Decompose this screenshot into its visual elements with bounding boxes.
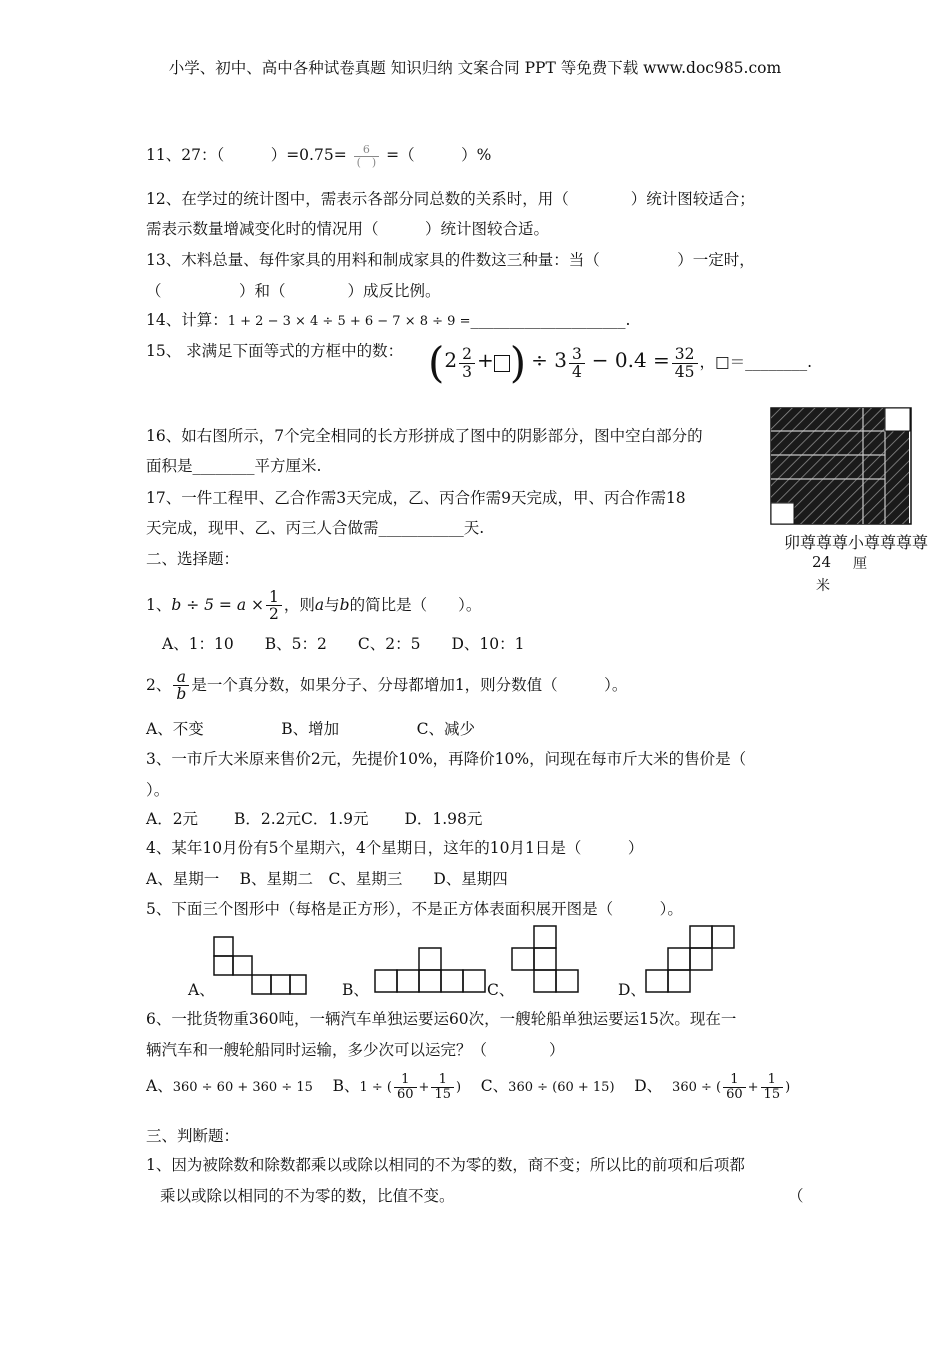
q6b-n2: 1 bbox=[431, 1073, 454, 1088]
q6d-plus: + bbox=[747, 1080, 759, 1096]
question-15-equation bbox=[428, 338, 813, 387]
question-17-line1: 17、一件工程甲、乙合作需3天完成，乙、丙合作需9天完成，甲、丙合作需18 bbox=[146, 489, 686, 507]
q15-op1: ÷ 3 bbox=[531, 348, 567, 372]
q15-n2: 3 bbox=[569, 346, 585, 363]
choice-q4: 4、某年10月份有5个星期六，4个星期日，这年的10月1日是（ ） bbox=[146, 839, 644, 857]
section-choice-heading: 二、选择题： bbox=[146, 550, 240, 568]
q15-n3: 32 bbox=[672, 346, 698, 363]
page-header: 小学、初中、高中各种试卷真题 知识归纳 文案合同 PPT 等免费下载 www.doc985.com bbox=[168, 59, 782, 77]
q6d-post: ) bbox=[785, 1080, 791, 1096]
q6d-n1: 1 bbox=[723, 1073, 746, 1088]
blank-square-bottom-left bbox=[771, 503, 794, 524]
cq1-var-a: a bbox=[314, 595, 325, 614]
question-11 bbox=[146, 144, 491, 168]
choice-q5: 5、下面三个图形中（每格是正方形），不是正方体表面积展开图是（ ）。 bbox=[146, 900, 683, 918]
q14-blank: ____________________. bbox=[470, 311, 631, 329]
question-17-line2: 天完成，现甲、乙、丙三人合做需___________天. bbox=[146, 519, 485, 537]
question-15-label: 15、 求满足下面等式的方框中的数： bbox=[146, 342, 404, 360]
q11-den: ( ) bbox=[356, 155, 377, 169]
q6-opt-d-label: D、 bbox=[634, 1077, 663, 1096]
q15-left-paren: ( bbox=[428, 338, 445, 387]
q15-answer-box bbox=[494, 355, 510, 372]
cq2-text: 是一个真分数，如果分子、分母都增加1，则分数值（ ）。 bbox=[191, 675, 628, 694]
q6b-d1: 60 bbox=[397, 1086, 414, 1102]
figure-label-mi: 米 bbox=[816, 578, 830, 594]
judge-q1-paren: （ bbox=[788, 1187, 804, 1205]
cq1-lhs: b ÷ 5 = a × bbox=[171, 595, 264, 614]
q15-n1: 2 bbox=[459, 346, 475, 363]
q15-plus: + bbox=[477, 348, 494, 372]
question-13-line2: （ ）和（ ）成反比例。 bbox=[146, 282, 441, 300]
choice-q6-line2: 辆汽车和一艘轮船同时运输，多少次可以运完？（ ） bbox=[146, 1041, 565, 1059]
cq2-n: a bbox=[173, 669, 189, 686]
shaded-region-bottom bbox=[794, 503, 909, 524]
q11-fraction bbox=[354, 144, 380, 168]
net-a bbox=[212, 935, 308, 995]
choice-q3-line1: 3、一市斤大米原来售价2元，先提价10%，再降价10%，问现在每市斤大米的售价是（ bbox=[146, 750, 747, 768]
choice-q4-options: A、星期一 B、星期二 C、星期三 D、星期四 bbox=[146, 870, 508, 888]
cq1-d: 2 bbox=[269, 605, 279, 624]
q6b-post: ) bbox=[456, 1080, 462, 1096]
q14-expression: 1 + 2 − 3 × 4 ÷ 5 + 6 − 7 × 8 ÷ 9 = bbox=[227, 314, 471, 329]
choice-q1 bbox=[146, 589, 481, 623]
q15-frac3 bbox=[672, 346, 698, 380]
q6-opt-d-pre: 360 ÷ ( bbox=[672, 1080, 722, 1096]
q11-text-b: =（ ）% bbox=[386, 146, 492, 165]
choice-q2 bbox=[146, 669, 627, 703]
judge-q1-line1: 1、因为被除数和除数都乘以或除以相同的不为零的数，商不变；所以比的前项和后项都 bbox=[146, 1156, 745, 1174]
figure-label-cm: 厘 bbox=[853, 556, 867, 572]
q6b-n1: 1 bbox=[394, 1073, 417, 1088]
question-12-line1: 12、在学过的统计图中，需表示各部分同总数的关系时，用（ ）统计图较适合； bbox=[146, 190, 755, 208]
q11-num: 6 bbox=[354, 144, 380, 157]
cq2-label: 2、 bbox=[146, 675, 172, 694]
question-14 bbox=[146, 310, 630, 332]
q15-frac2 bbox=[569, 346, 585, 380]
q6-opt-a-expr: 360 ÷ 60 + 360 ÷ 15 bbox=[172, 1080, 313, 1096]
q6d-d2: 15 bbox=[763, 1086, 781, 1102]
choice-q3-options: A．2元 B．2.2元C．1.9元 D．1.98元 bbox=[146, 810, 483, 828]
choice-q2-options: A、不变 B、增加 C、减少 bbox=[146, 720, 475, 738]
choice-q1-options: A、1：10 B、5：2 C、2：5 D、10：1 bbox=[162, 635, 525, 653]
q15-right-paren: ) bbox=[509, 338, 527, 387]
figure-label-24: 24 bbox=[812, 553, 832, 571]
q15-d1: 3 bbox=[462, 362, 472, 381]
cq2-frac bbox=[173, 669, 189, 703]
q6-opt-a-label: A、 bbox=[146, 1077, 173, 1096]
rectangles-figure bbox=[770, 407, 912, 525]
question-16-line1: 16、如右图所示，7个完全相同的长方形拼成了图中的阴影部分，图中空白部分的 bbox=[146, 427, 703, 445]
q6-opt-d-frac1 bbox=[723, 1073, 746, 1101]
figure-caption: 卯尊尊尊小尊尊尊尊 bbox=[784, 533, 929, 552]
q6d-n2: 1 bbox=[761, 1073, 784, 1088]
cq1-frac bbox=[266, 589, 282, 623]
q6-opt-b-frac2 bbox=[431, 1073, 454, 1101]
question-16-line2: 面积是________平方厘米. bbox=[146, 457, 322, 475]
q6-opt-b-frac1 bbox=[394, 1073, 417, 1101]
q15-d3: 45 bbox=[674, 362, 695, 381]
q6-opt-c-label: C、 bbox=[480, 1077, 509, 1096]
question-13-line1: 13、木料总量、每件家具的用料和制成家具的件数这三种量：当（ ）一定时， bbox=[146, 251, 755, 269]
q15-d2: 4 bbox=[571, 362, 582, 381]
q15-whole1: 2 bbox=[444, 348, 458, 372]
q14-label: 14、计算： bbox=[146, 311, 228, 329]
cq1-var-b: b bbox=[339, 595, 350, 614]
shaded-region-right bbox=[885, 431, 909, 503]
q6-opt-d-frac2 bbox=[761, 1073, 784, 1101]
cq1-n: 1 bbox=[266, 589, 282, 606]
net-label-c: C、 bbox=[487, 981, 515, 999]
q6-opt-b-pre: 1 ÷ ( bbox=[359, 1080, 392, 1096]
question-12-line2: 需表示数量增减变化时的情况用（ ）统计图较合适。 bbox=[146, 220, 550, 238]
choice-q3-line2: ）。 bbox=[146, 781, 170, 799]
section-judge-heading: 三、判断题： bbox=[146, 1127, 240, 1145]
q15-tail: ，□＝________. bbox=[699, 353, 813, 371]
q6b-d2: 15 bbox=[434, 1086, 451, 1102]
q6d-d1: 60 bbox=[726, 1086, 743, 1102]
q6-opt-b-label: B、 bbox=[332, 1077, 360, 1096]
net-d bbox=[644, 924, 738, 996]
choice-q6-options bbox=[146, 1073, 790, 1101]
judge-q1-line2: 乘以或除以相同的不为零的数，比值不变。 bbox=[160, 1187, 455, 1205]
q11-text-a: 11、27：（ ）=0.75= bbox=[146, 146, 347, 165]
cq1-tail-c: 的简比是（ ）。 bbox=[349, 595, 482, 614]
cq1-tail-b: 与 bbox=[324, 595, 340, 614]
net-label-b: B、 bbox=[342, 981, 369, 999]
cq1-label: 1、 bbox=[146, 595, 172, 614]
choice-q6-line1: 6、一批货物重360吨，一辆汽车单独运要运60次，一艘轮船单独运要运15次。现在一 bbox=[146, 1010, 737, 1028]
q6b-plus: + bbox=[418, 1080, 430, 1096]
net-b bbox=[372, 946, 490, 994]
q15-frac1 bbox=[459, 346, 475, 380]
net-label-a: A、 bbox=[188, 981, 215, 999]
cq1-tail-a: ，则 bbox=[283, 595, 315, 614]
q15-op2: − 0.4 = bbox=[591, 348, 670, 372]
cq2-d: b bbox=[176, 685, 187, 704]
blank-square-top-right bbox=[885, 408, 910, 431]
q6-opt-c-expr: 360 ÷ (60 + 15) bbox=[508, 1080, 615, 1096]
net-label-d: D、 bbox=[618, 981, 646, 999]
net-c bbox=[510, 924, 584, 996]
